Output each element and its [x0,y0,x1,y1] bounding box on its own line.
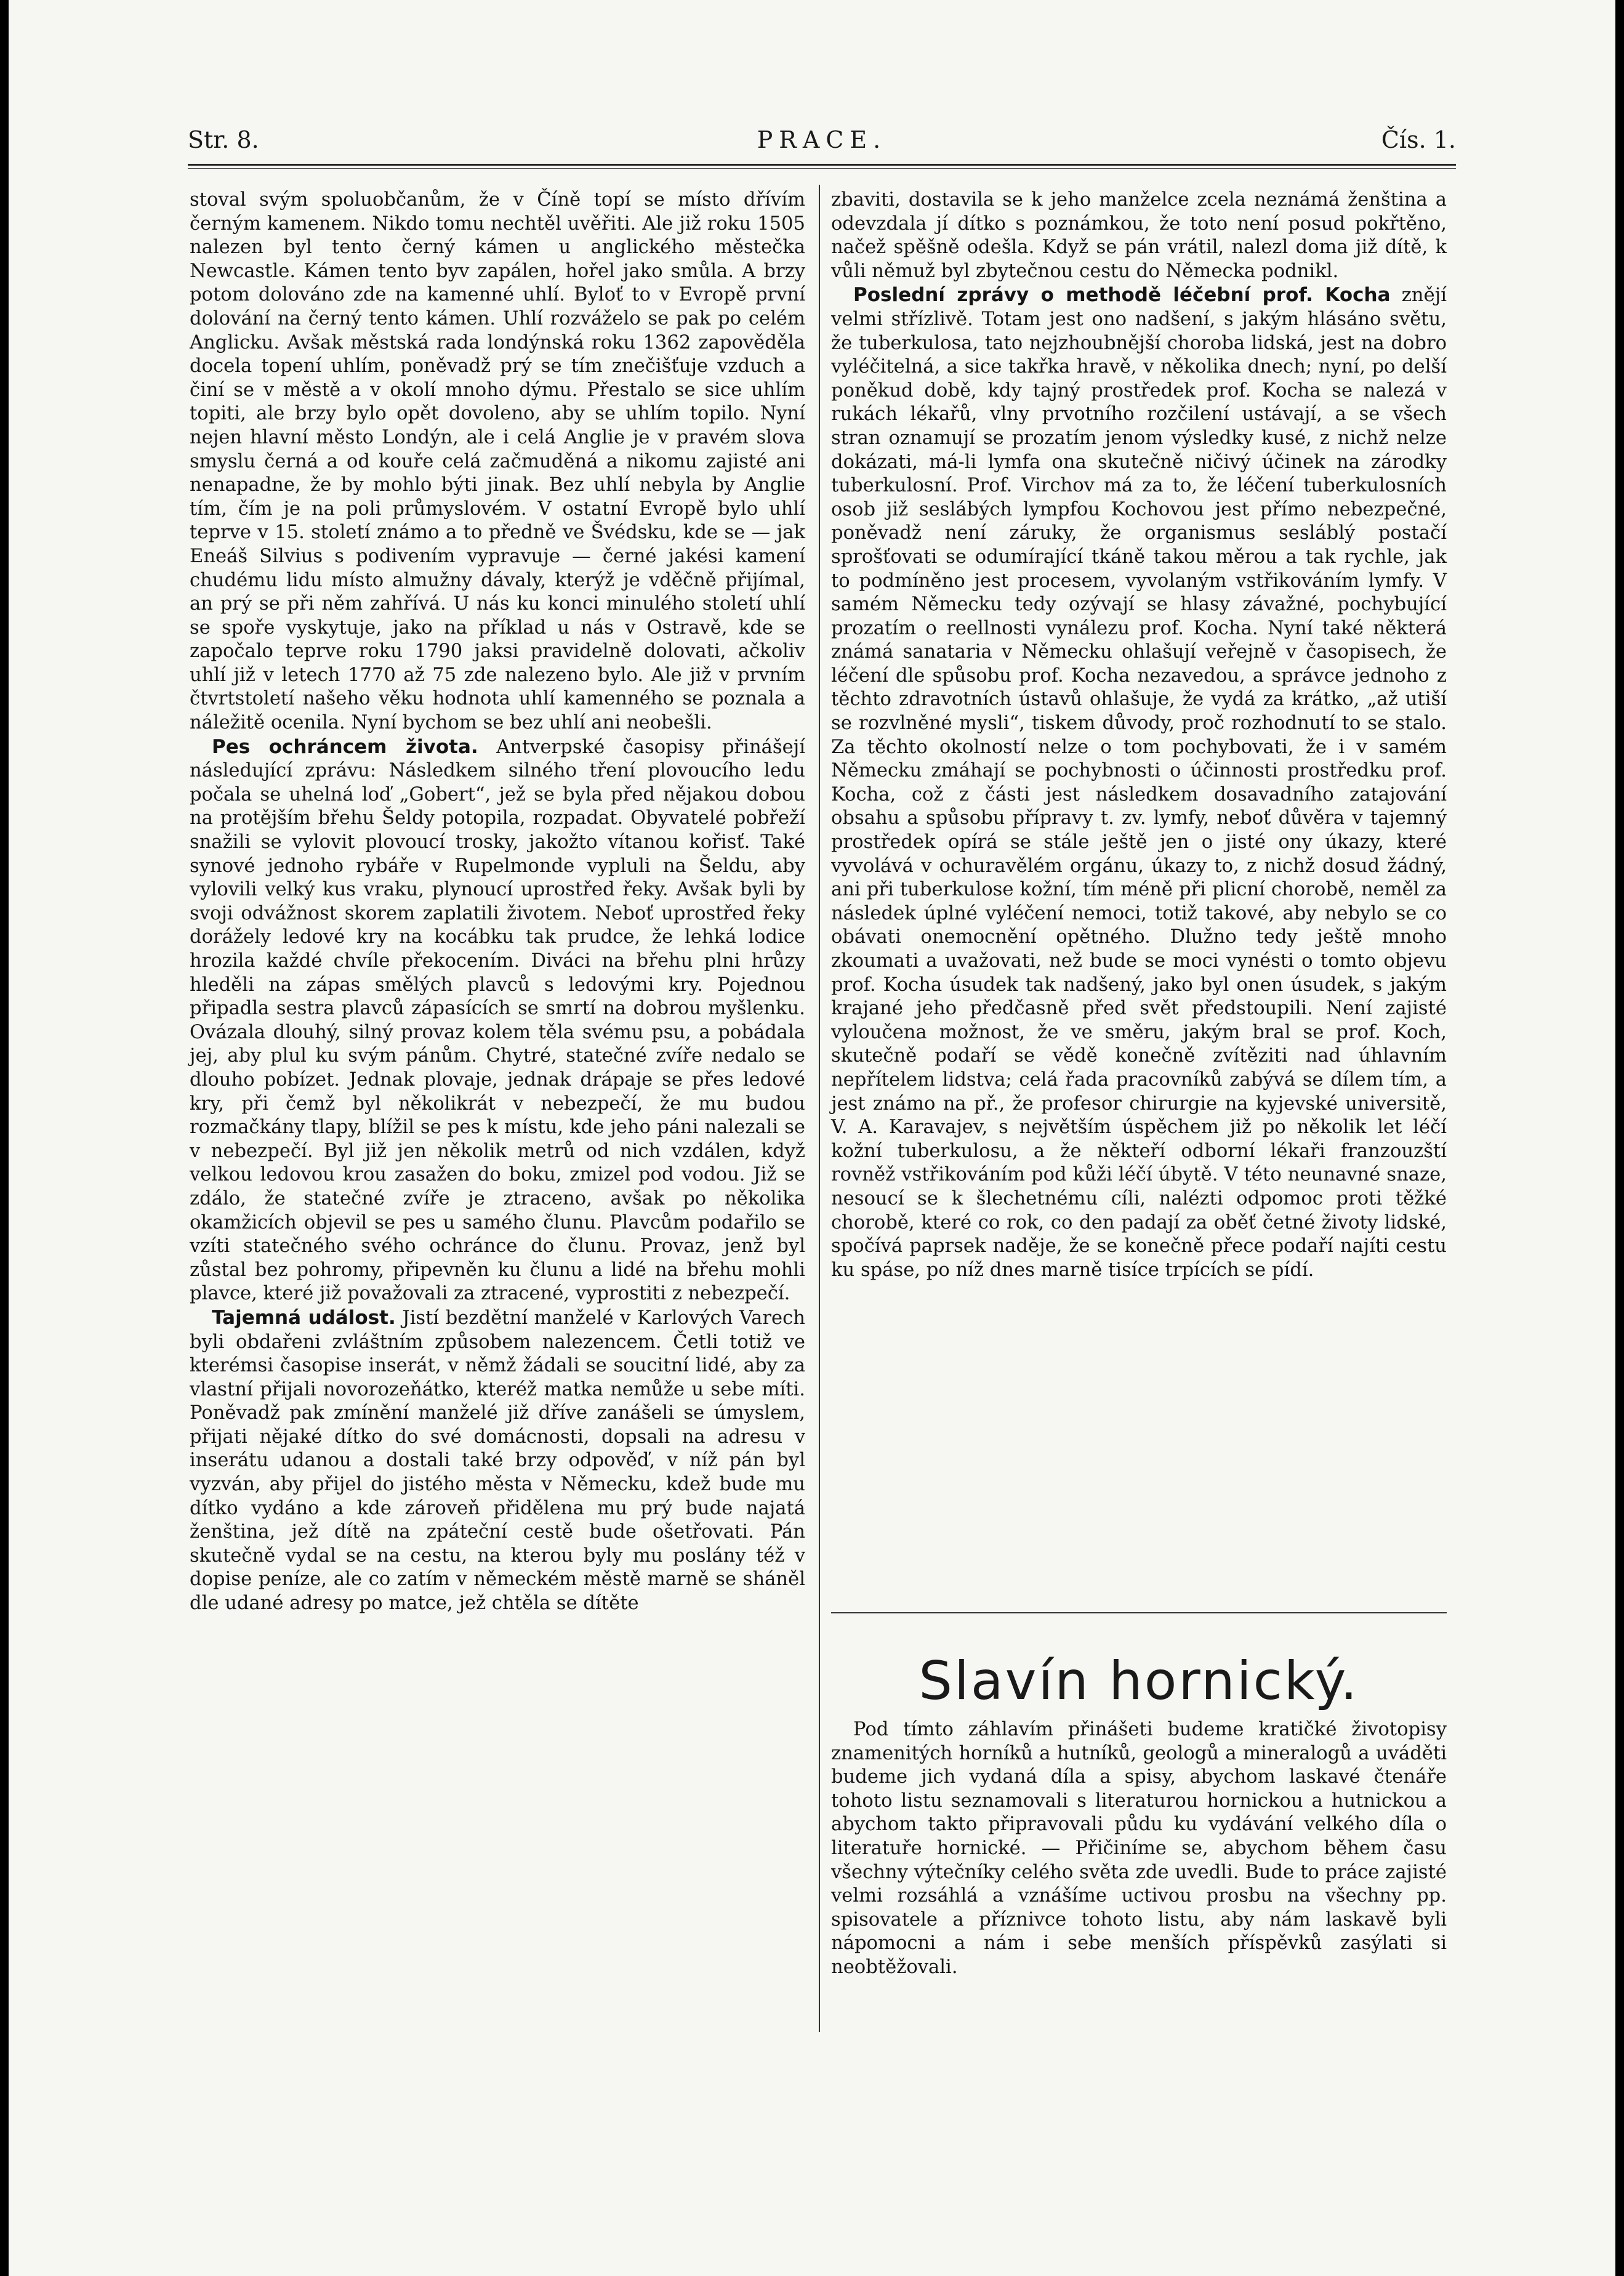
header-rule-thin [188,168,1456,169]
issue-number: Čís. 1. [1381,126,1456,153]
column-divider [819,185,820,2032]
coal-history-paragraph: stoval svým spoluobčanům, že v Číně topí se místo dřívím černým kamenem. Nikdo tomu nechtěl uvěřiti. Ale již roku 1505 nalezen byl tento černý kámen u anglického městečka Newcastle. Kámen tento byv zapálen, hořel jako smůla. A brzy potom dolováno zde na kamenné uhlí. Byloť to v Evropě první dolování na černý tento kámen. Uhlí rozváželo se pak po celém Anglicku. Avšak městská rada londýnská roku 1362 zapověděla docela topení uhlím, poněvadž prý se tím znečišťuje vzduch a činí se v městě a v okolí mnoho dýmu. Přestalo se sice uhlím topiti, ale brzy bylo opět dovoleno, aby se uhlím topilo. Nyní nejen hlavní město Londýn, ale i celá Anglie je v pravém slova smyslu černá a od kouře celá začmuděná a nikomu zajisté ani nenapadne, že by mohlo býti jinak. Bez uhlí nebyla by Anglie tím, čím je na poli průmyslovém. V ostatní Evropě bylo uhlí teprve v 15. století známo a to předně ve Švédsku, kde se — jak Eneáš Silvius s podivením vypravuje — černé jakési kamení chudému lidu místo almužny dávaly, kterýž je vděčně přijímal, an prý se při něm zahřívá. U nás ku konci minulého století uhlí se spoře vyskytuje, jako na příklad u nás v Ostravě, kde se započalo teprve roku 1790 jaksi pravidelně dolovati, ačkoliv uhlí již v letech 1770 až 75 zde nalezeno bylo. Ale již v prvním čtvrtstoletí našeho věku hodnota uhlí kamenného se poznala a náležitě ocenila. Nyní bychom se bez uhlí ani neobešli. [190,189,805,734]
page-header [188,126,1456,163]
newspaper-title: PRACE. [757,126,887,153]
koch-article-heading: Poslední zprávy o methodě léčební prof. Kocha [853,284,1391,307]
section-title: Slavín hornický. [919,1650,1359,1712]
header-rule [188,164,1456,166]
koch-article-text: znějí velmi střízlivě. Totam jest ono nadšení, s jakým hlásáno světu, že tuberkulosa, tato nejzhoubnější choroba lidská, jest na dobro vyléčitelná, a sice takřka hravě, v několika dnech; nyní, po delší poněkud době, kdy tajný prostředek prof. Kocha se nalezá v rukách lékařů, vlny prvotního rozčilení ustávají, a se všech stran oznamují se prozatím jenom výsledky kusé, z nichž nelze dokázati, má-li lymfa ona skutečně ničivý účinek na zárodky tuberkulosní. Prof. Virchov má za to, že léčení tuberkulosních osob již seslábých lympfou Kochovou jest přímo nebezpečné, poněvadž není záruky, že organismus sesláblý postačí sprošťovati se odumírající tkáně takou měrou a tak rychle, jak to podmíněno jest procesem, vyvolaným vstřikováním lymfy. V samém Německu tedy ozývají se hlasy závažné, pochybující prozatím o reellnosti vynálezu prof. Kocha. Nyní také některá známá sanataria v Německu ohlašují veřejně v časopisech, že léčení dle spůsobu prof. Kocha nezavedou, a správce jednoho z těchto zdravotních ústavů ohlašuje, že vydá za krátko, „až utiší se rozvlněné mysli“, tiskem důvody, proč rozhodnutí to se stalo. Za těchto okolností nelze o tom pochybovati, že i v samém Německu zmáhají se pochybnosti o účinnosti prostředku prof. Kocha, což z části jest následkem dosavadního zatajování obsahu a spůsobu přípravy t. zv. lymfy, neboť důvěra v tajemný prostředek opírá se stále ještě jen o jisté ony úkazy, které vyvolává v ochuravělém orgánu, úkazy to, z nichž dosud žádný, ani při tuberkulose kožní, tím méně při plicní chorobě, neměl za následek úplné vyléčení nemoci, totiž takové, aby nebylo se co obávati onemocnění opětného. Dlužno tedy ještě mnoho zkoumati a uvažovati, než bude se moci vynésti o tomto objevu prof. Kocha úsudek tak nadšený, jako byl onen úsudek, s jakým krajané jeho předčasně před svět předstoupili. Není zajisté vyloučena možnost, že ve směru, jakým bral se prof. Koch, skutečně podaří se vědě konečně zvítěziti nad úhlavním nepřítelem lidstva; celá řada pracovníků zabývá se dílem tím, a jest známo na př., že profesor chirurgie na kyjevské universitě, V. A. Karavajev, s největším úspěchem již po několik let léčí kožní tuberkulosu, a že někteří odborní lékaři franzouzští rovněž vstřikováním pod kůži léčí úbytě. V této neunavné snaze, nesoucí se k šlechetnému cíli, nalézti odpomoc proti těžké chorobě, které co rok, co den padají za oběť četné životy lidské, spočívá paprsek naděje, že se konečně přece podaří najíti cestu ku spáse, po níž dnes marně tisíce trpících se pídí. [831,284,1447,1281]
section-paragraph: Pod tímto záhlavím přinášeti budeme kratičké životopisy znamenitých horníků a hutníků, geologů a mineralogů a uváděti budeme jich vydaná díla a spisy, abychom laskavé čtenáře tohoto listu seznamovali s literaturou hornickou a hutnickou a abychom takto připravovali půdu ku vydávání velkého díla o literatuře hornické. — Přičiníme se, abychom během času všechny výtečníky celého světa zde uvedli. Bude to práce zajisté velmi rozsáhlá a vznášíme uctivou prosbu na všechny pp. spisovatele a příznivce tohoto listu, aby nám laskavě byli nápomocni a nám i sebe menších příspěvků zasýlati si neobtěžovali. [831,1719,1447,1978]
section-body [831,1718,1447,1980]
koch-article [831,283,1447,1282]
left-column [190,188,805,2067]
page-number: Str. 8. [188,126,259,153]
mystery-article-heading: Tajemná událost. [212,1306,396,1329]
mystery-article-text: Jistí bezdětní manželé v Karlových Varech byli obdařeni zvláštním způsobem nalezencem. Četli totiž ve kterémsi časopise inserát, v němž žádali se soucitní lidé, aby za vlastní přijali novorozeňátko, kteréž matka nemůže u sebe míti. Poněvadž pak zmínění manželé již dříve zanášeli se úmyslem, přijati nějaké dítko do své domácnosti, dopsali na adresu v inserátu udanou a dostali také brzy odpověď, v níž pán byl vyzván, aby přijel do jistého města v Německu, kdež bude mu dítko vydáno a kde zároveň přidělena mu prý bude najatá ženština, jež dítě na zpáteční cestě bude ošetřovati. Pán skutečně vydal se na cestu, na kterou byly mu poslány též v dopise peníze, ale co zatím v německém městě marně se sháněl dle udané adresy po matce, jež chtěla se dítěte [190,1307,805,1615]
scan-border-left [0,0,9,2276]
dog-article [190,735,805,1306]
dog-article-heading: Pes ochráncem života. [212,735,478,758]
mystery-article-continued: zbaviti, dostavila se k jeho manželce zcela neznámá ženština a odevzdala jí dítko s poznámkou, že toto není posud pokřtěno, načež spěšně odešla. Když se pán vrátil, nalezl doma již dítě, k vůli němuž byl zbytečnou cestu do Německa podnikl. [831,189,1447,282]
scan-border-right [1615,0,1624,2276]
dog-article-text: Antverpské časopisy přinášejí následující zprávu: Následkem silného tření plovoucího ledu počala se uhelná loď „Gobert“, jež se byla před nějakou dobou na protějším břehu Šeldy potopila, rozpadat. Obyvatelé pobřeží snažili se vylovit plovoucí trosky, jakožto vítanou kořisť. Také synové jednoho rybáře v Rupelmonde vypluli na Šeldu, aby vylovili velký kus vraku, plynoucí uprostřed řeky. Avšak byli by svoji odvážnost skorem zaplatili životem. Neboť uprostřed řeky dorážely ledové kry na kocábku tak prudce, že lehká lodice hrozila každé chvíle překocením. Diváci na břehu plni hrůzy hleděli na zápas smělých plavců s ledovými kry. Pojednou připadla sestra plavců zápasících se smrtí na dobrou myšlenku. Ovázala dlouhý, silný provaz kolem těla svému psu, a pobádala jej, aby plul ku svým pánům. Chytré, statečné zvíře nedalo se dlouho pobízet. Jednak plovaje, jednak drápaje se přes ledové kry, při čemž byl několikrát v nebezpečí, že mu budou rozmačkány tlapy, blížil se pes k místu, kde jeho páni nalezali se v nebezpečí. Byl již jen několik metrů od nich vzdálen, když velkou ledovou krou zasažen do boku, zmizel pod vodou. Již se zdálo, že statečné zvíře je ztraceno, avšak po několika okamžicích objevil se pes u samého člunu. Plavcům podařilo se vzíti statečného svého ochránce do člunu. Provaz, jenž byl zůstal bez pohromy, připevněn ku člunu a lidé na břehu mohli plavce, které již považovali za ztracené, vyprostiti z nebezpečí. [190,736,805,1305]
right-column [831,188,1447,1605]
mystery-article [190,1306,805,1616]
section-rule [831,1612,1447,1613]
